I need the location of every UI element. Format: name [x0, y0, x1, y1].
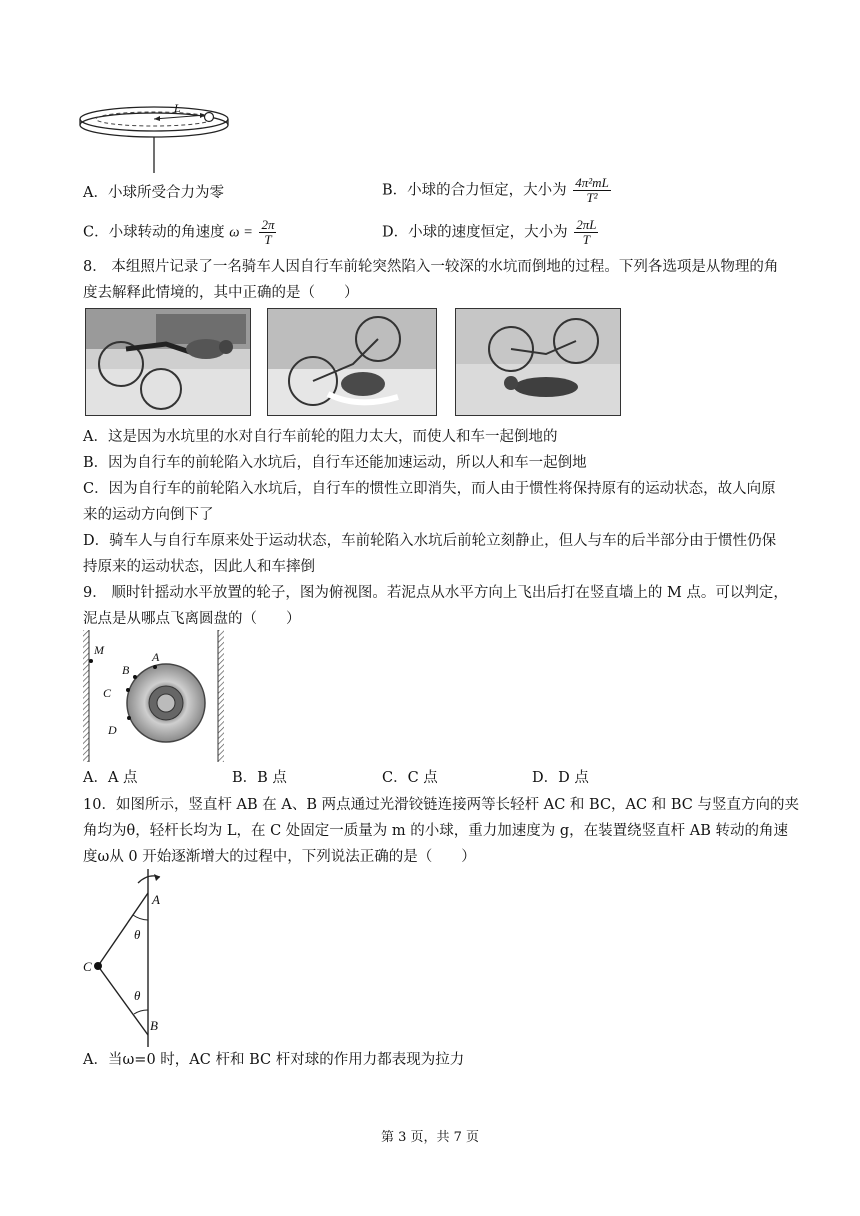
- q8-stem-line1: 8． 本组照片记录了一名骑车人因自行车前轮突然陷入一较深的水坑而倒地的过程。下列各选项是从物理的角: [83, 259, 779, 275]
- q7-option-d: D．小球的速度恒定，大小为 $\frac{2\pi L}{T}$: [382, 217, 597, 247]
- q8-stem-line2: 度去解释此情境的，其中正确的是（ ）: [83, 285, 359, 301]
- q7-option-b-fraction: $\frac{\text{4π²mL}}{\text{T²}}$: [575, 175, 609, 205]
- q9-label-b: B: [122, 663, 130, 677]
- q10-label-a: A: [152, 892, 160, 907]
- q7-option-b: B．小球的合力恒定，大小为 $\frac{\text{4π²mL}}{\text{T²}}$: [382, 175, 609, 205]
- q8-photo-2: [267, 308, 437, 416]
- q10-stem-line2: 角均为θ，轻杆长均为 L，在 C 处固定一质量为 m 的小球，重力加速度为 g，在装置绕竖直杆 AB 转动的角速: [83, 823, 788, 839]
- page-footer: 第 3 页，共 7 页: [380, 1130, 480, 1145]
- q8-option-c-line1: C．因为自行车的前轮陷入水坑后，自行车的惯性立即消失，而人由于惯性将保持原有的运动状态，故人向原: [83, 481, 776, 497]
- q10-label-theta-1: θ: [134, 927, 141, 942]
- q7-option-c-fraction: $\frac{2\pi}{T}$: [261, 217, 275, 247]
- q8-option-b: B．因为自行车的前轮陷入水坑后，自行车还能加速运动，所以人和车一起倒地: [83, 455, 587, 471]
- q10-rod-figure: [80, 865, 190, 1050]
- q9-label-c: C: [103, 686, 112, 700]
- q10-stem-line3: 度ω从 0 开始逐渐增大的过程中，下列说法正确的是（ ）: [83, 849, 476, 865]
- q7-fig-label-L: L: [174, 101, 181, 115]
- q9-option-b: B．B 点: [232, 770, 287, 786]
- q9-option-a: A．A 点: [83, 770, 138, 786]
- q9-stem-line1: 9． 顺时针摇动水平放置的轮子，图为俯视图。若泥点从水平方向上飞出后打在竖直墙上的 M 点。可以判定，: [83, 585, 788, 601]
- q7-option-a: A．小球所受合力为零: [83, 185, 224, 201]
- q8-option-d-line2: 持原来的运动状态，因此人和车摔倒: [83, 559, 315, 575]
- q9-stem-line2: 泥点是从哪点飞离圆盘的（ ）: [83, 611, 301, 627]
- q7-turntable-figure: [78, 95, 238, 175]
- q9-option-d: D．D 点: [532, 770, 589, 786]
- q10-option-a: A．当ω=0 时，AC 杆和 BC 杆对球的作用力都表现为拉力: [83, 1052, 465, 1068]
- q8-option-c-line2: 来的运动方向倒下了: [83, 507, 214, 523]
- q7-option-c: C．小球转动的角速度 ω = $\frac{2\pi}{T}$: [83, 217, 275, 247]
- q9-option-c: C．C 点: [382, 770, 438, 786]
- q8-option-d-line1: D．骑车人与自行车原来处于运动状态，车前轮陷入水坑后前轮立刻静止，但人与车的后半部分由于惯性仍保: [83, 533, 777, 549]
- q7-option-d-fraction: $\frac{2\pi L}{T}$: [576, 217, 597, 247]
- q10-label-c: C: [83, 959, 92, 974]
- q8-photo-1: [85, 308, 251, 416]
- q9-label-d: D: [108, 723, 117, 737]
- q9-label-a: A: [152, 650, 160, 664]
- q8-photo-3: [455, 308, 621, 416]
- q10-stem-line1: 10．如图所示，竖直杆 AB 在 A、B 两点通过光滑铰链连接两等长轻杆 AC 和 BC，AC 和 BC 与竖直方向的夹: [83, 797, 799, 813]
- q10-label-theta-2: θ: [134, 988, 141, 1003]
- q9-label-m: M: [94, 643, 104, 657]
- q10-label-b: B: [150, 1018, 158, 1033]
- q8-option-a: A．这是因为水坑里的水对自行车前轮的阻力太大，而使人和车一起倒地的: [83, 429, 558, 445]
